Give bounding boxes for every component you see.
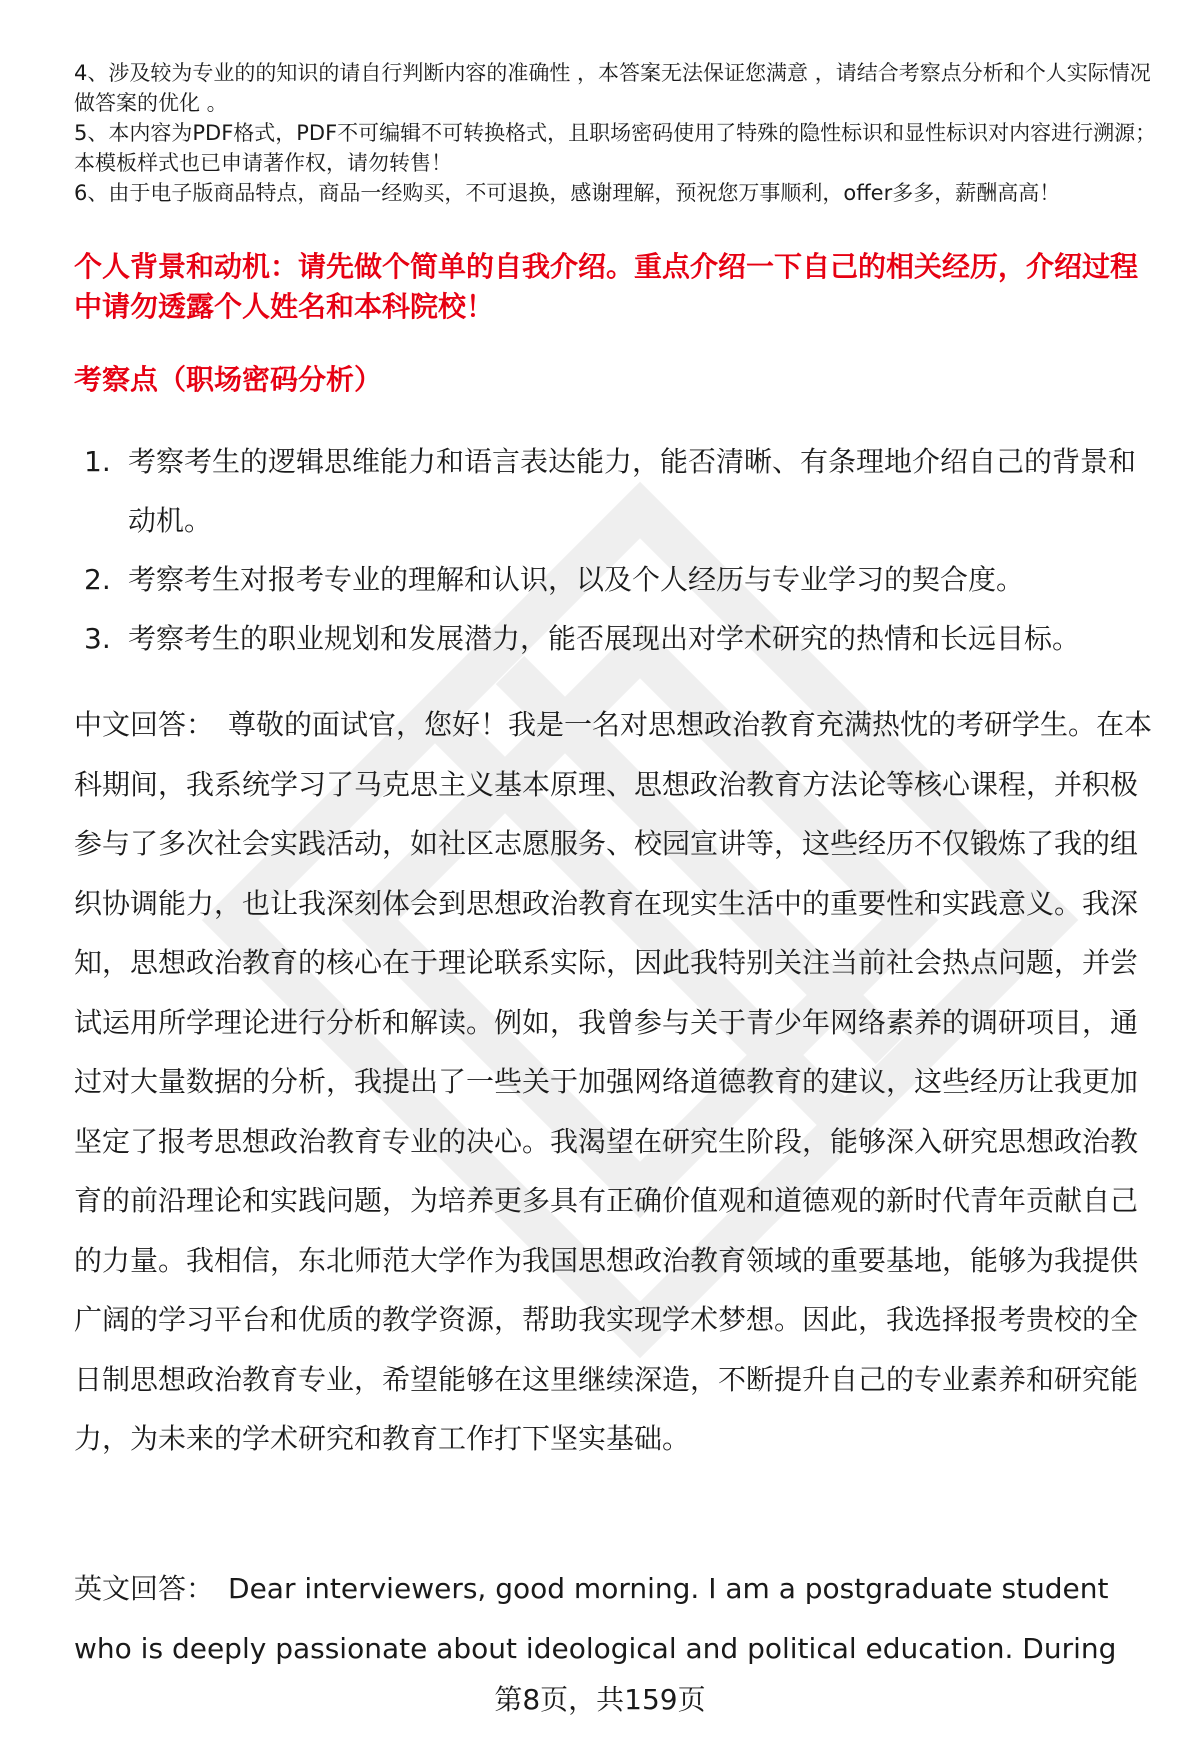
english-answer-label: 英文回答：: [74, 1572, 215, 1605]
analysis-point: [84, 550, 1154, 609]
interview-question: 个人背景和动机：请先做个简单的自我介绍。重点介绍一下自己的相关经历，介绍过程中请勿透露个人姓名和本科院校！: [74, 250, 1139, 323]
point-number: 3.: [84, 622, 111, 655]
english-answer-text: Dear interviewers, good morning. I am a postgraduate student who is deeply passionate about ideological and political education. During: [74, 1572, 1117, 1665]
point-text: 考察考生的逻辑思维能力和语言表达能力，能否清晰、有条理地介绍自己的背景和动机。: [128, 445, 1137, 537]
analysis-title: 考察点（职场密码分析）: [74, 363, 383, 396]
note-item: 6、由于电子版商品特点，商品一经购买，不可退换，感谢理解，预祝您万事顺利，offer多多，薪酬高高！: [74, 181, 1061, 205]
point-text: 考察考生对报考专业的理解和认识，以及个人经历与专业学习的契合度。: [128, 563, 1025, 596]
page-number-footer: 第8页，共159页: [494, 1683, 706, 1716]
chinese-answer-text: 尊敬的面试官，您好！我是一名对思想政治教育充满热忱的考研学生。在本科期间，我系统学习了马克思主义基本原理、思想政治教育方法论等核心课程，并积极参与了多次社会实践活动，如社区志愿服务、校园宣讲等，这些经历不仅锻炼了我的组织协调能力，也让我深刻体会到思想政治教育在现实生活中的重要性和实践意义。我深知，思想政治教育的核心在于理论联系实际，因此我特别关注当前社会热点问题，并尝试运用所学理论进行分析和解读。例如，我曾参与关于青少年网络素养的调研项目，通过对大量数据的分析，我提出了一些关于加强网络道德教育的建议，这些经历让我更加坚定了报考思想政治教育专业的决心。我渴望在研究生阶段，能够深入研究思想政治教育的前沿理论和实践问题，为培养更多具有正确价值观和道德观的新时代青年贡献自己的力量。我相信，东北师范大学作为我国思想政治教育领域的重要基地，能够为我提供广阔的学习平台和优质的教学资源，帮助我实现学术梦想。因此，我选择报考贵校的全日制思想政治教育专业，希望能够在这里继续深造，不断提升自己的专业素养和研究能力，为未来的学术研究和教育工作打下坚实基础。: [74, 708, 1153, 1455]
analysis-points: [84, 432, 1154, 668]
point-number: 2.: [84, 563, 111, 596]
point-number: 1.: [84, 445, 111, 478]
chinese-answer: [74, 695, 1154, 1469]
point-text: 考察考生的职业规划和发展潜力，能否展现出对学术研究的热情和长远目标。: [128, 622, 1081, 655]
analysis-point: [84, 609, 1154, 668]
note-item: 4、涉及较为专业的的知识的请自行判断内容的准确性 ，本答案无法保证您满意 ，请结合考察点分析和个人实际情况做答案的优化 。: [74, 61, 1151, 115]
english-answer: [74, 1559, 1154, 1678]
purchase-notes: [74, 58, 1164, 208]
analysis-point: [84, 432, 1154, 550]
note-item: 5、本内容为PDF格式，PDF不可编辑不可转换格式，且职场密码使用了特殊的隐性标识和显性标识对内容进行溯源；本模板样式也已申请著作权，请勿转售！: [74, 121, 1157, 175]
chinese-answer-label: 中文回答：: [74, 708, 215, 741]
